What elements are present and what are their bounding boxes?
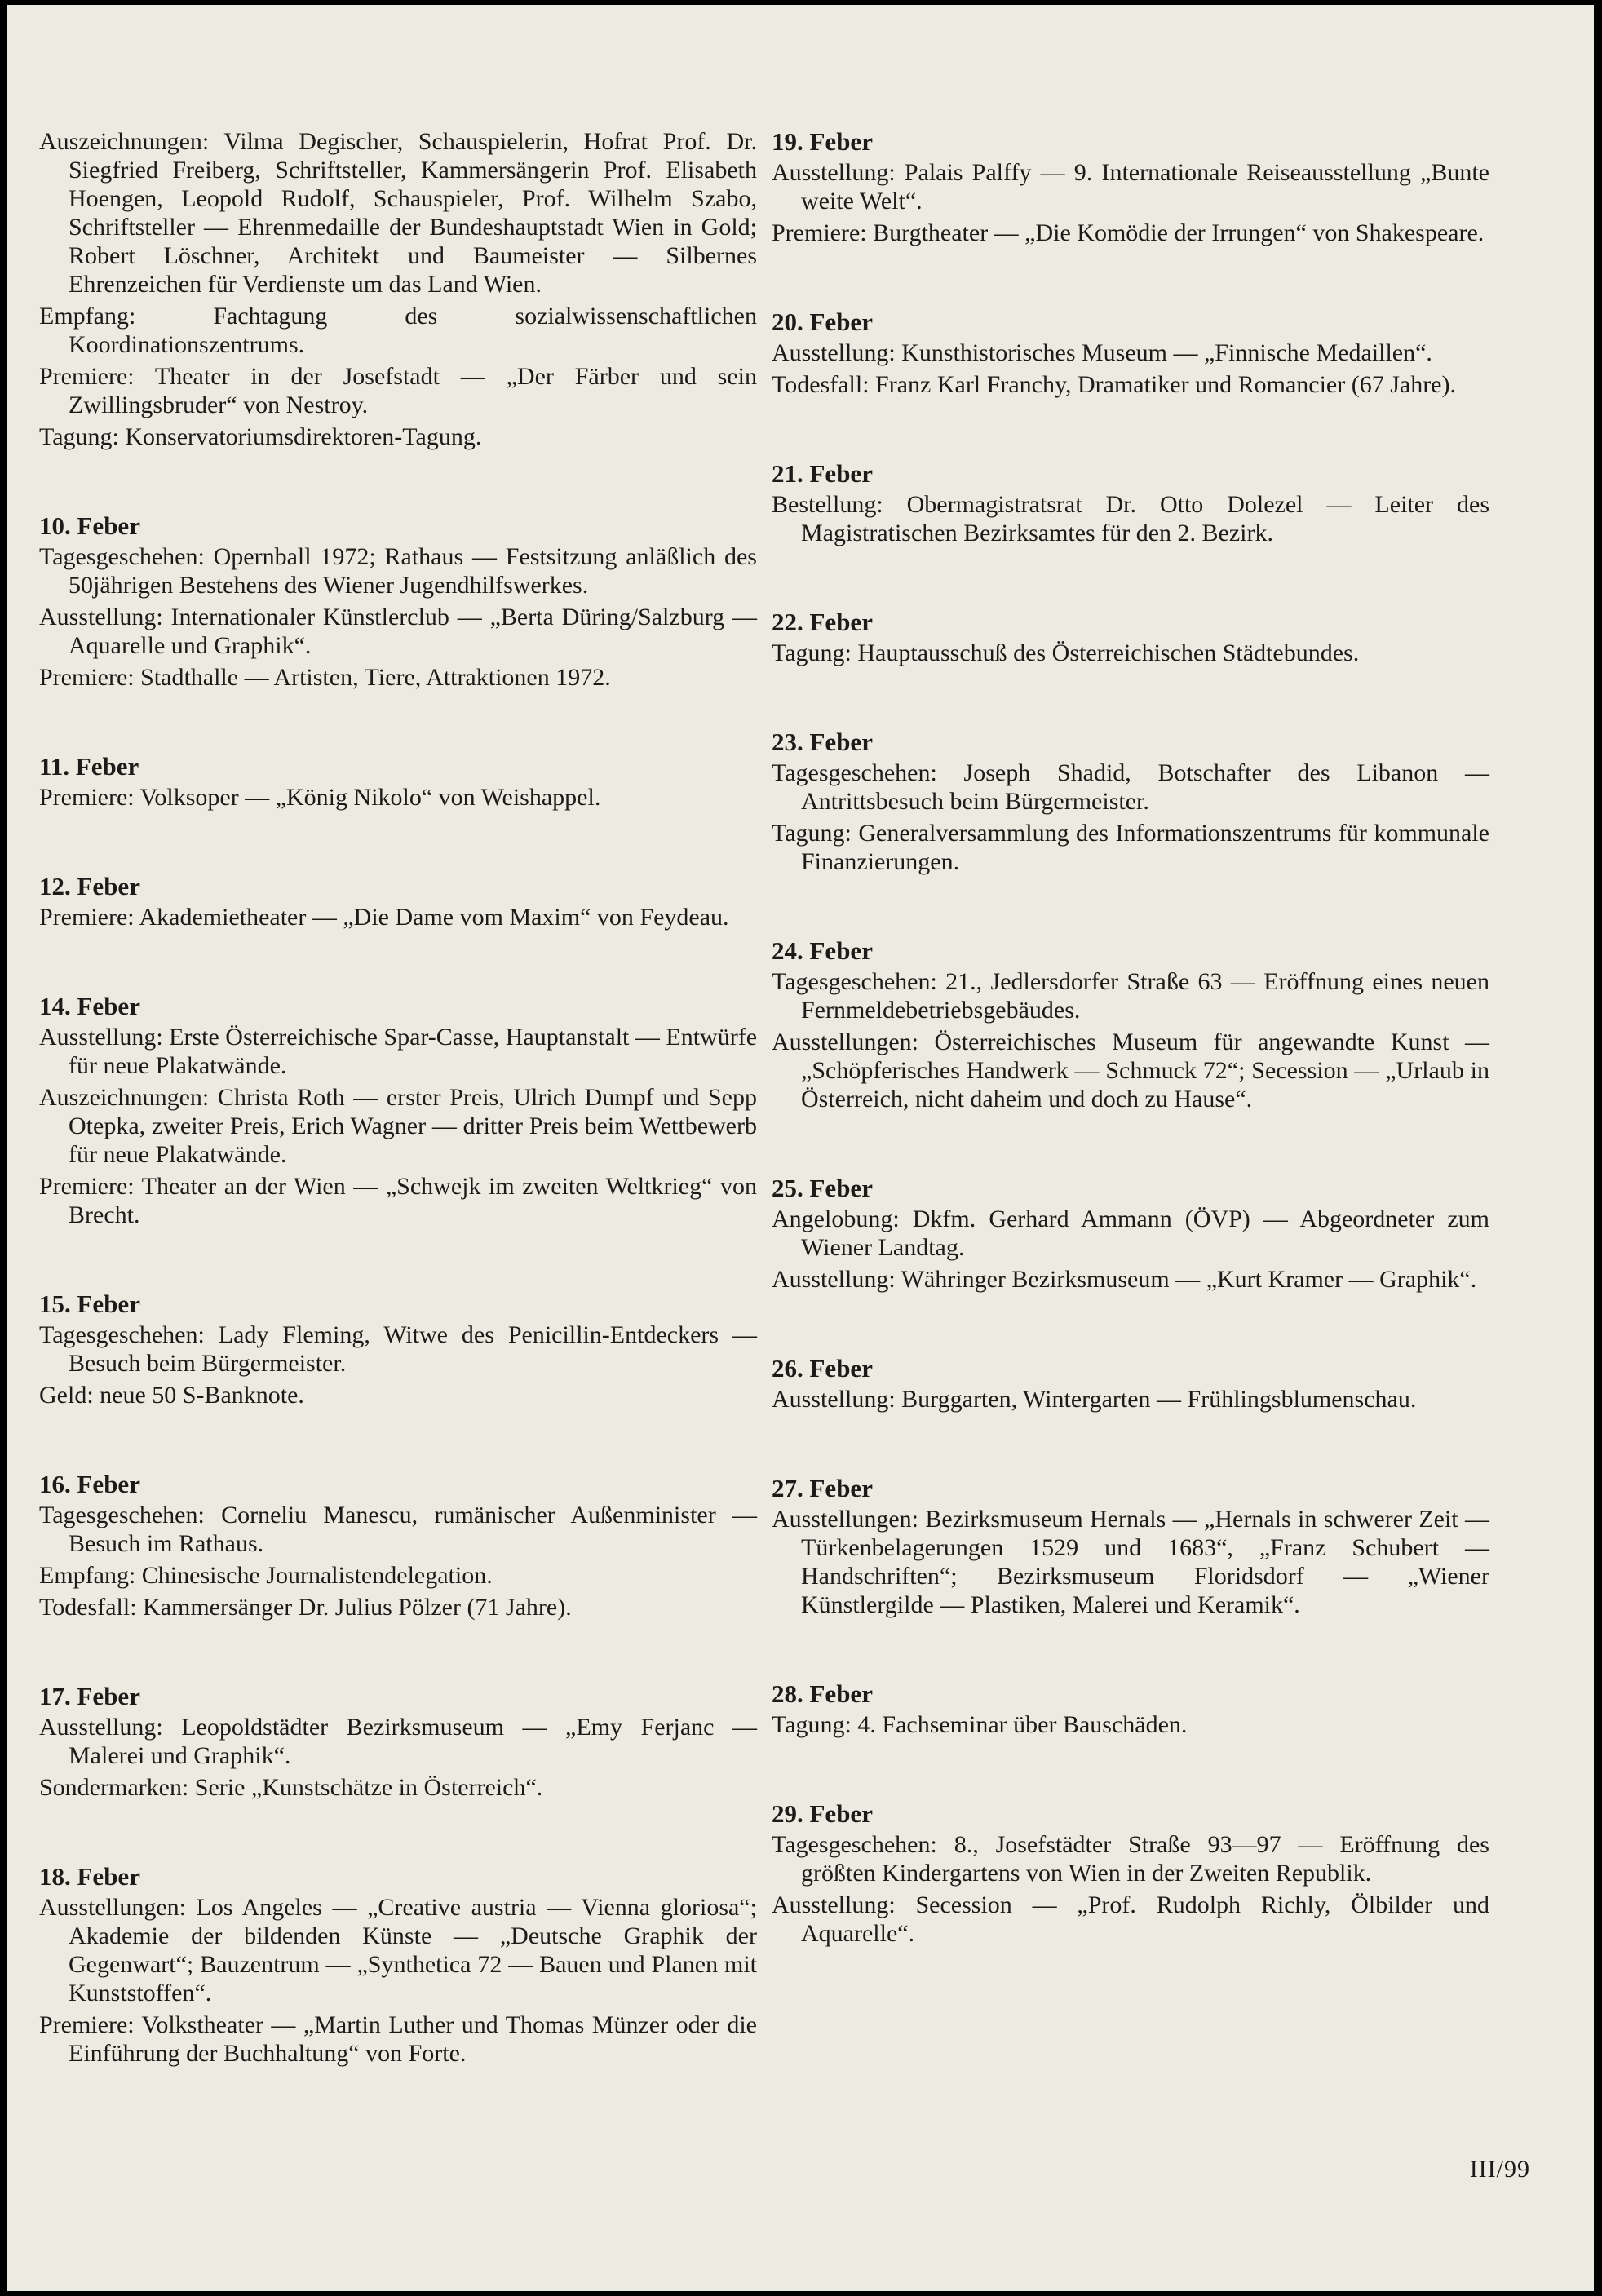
entry-text: Tagesgeschehen: Lady Fleming, Witwe des Penicillin-Entdeckers — Besuch beim Bürgermeister. [39, 1321, 757, 1377]
entry-text: Bestellung: Obermagistratsrat Dr. Otto Dolezel — Leiter des Magistratischen Bezirksamtes für den 2. Bezirk. [772, 491, 1489, 546]
day-date: 15. Feber [39, 1290, 140, 1318]
entry-text: Premiere: Akademietheater — „Die Dame vom Maxim“ von Feydeau. [39, 904, 729, 931]
day-entry [772, 1799, 1489, 1948]
entry-text: Auszeichnungen: Christa Roth — erster Preis, Ulrich Dumpf und Sepp Otepka, zweiter Preis, Erich Wagner — dritter Preis beim Wettbewerb für neue Plakatwände. [39, 1084, 757, 1168]
entry-text: Ausstellung: Leopoldstädter Bezirksmuseum — „Emy Ferjanc — Malerei und Graphik“. [39, 1714, 757, 1769]
day-entry [772, 608, 1489, 667]
day-entry [772, 307, 1489, 399]
intro-block [39, 127, 757, 451]
day-entry [772, 127, 1489, 247]
right-days [772, 127, 1489, 1948]
day-date: 24. Feber [772, 936, 873, 965]
day-entry [39, 872, 757, 931]
document-page [7, 5, 1594, 2291]
entry-text: Ausstellung: Secession — „Prof. Rudolph Richly, Ölbilder und Aquarelle“. [772, 1891, 1489, 1947]
entry-text: Ausstellungen: Bezirksmuseum Hernals — „Hernals in schwerer Zeit — Türkenbelagerungen 1529 und 1683“, „Franz Schubert — Handschriften“; Bezirksmuseum Floridsdorf — „Wiener Künstlergilde — Plastiken, Malerei und Keramik“. [772, 1506, 1489, 1618]
entry-text: Tagung: 4. Fachseminar über Bauschäden. [772, 1711, 1188, 1738]
entry-text: Premiere: Stadthalle — Artisten, Tiere, Attraktionen 1972. [39, 664, 611, 691]
entry-text: Ausstellungen: Los Angeles — „Creative austria — Vienna gloriosa“; Akademie der bildenden Künste — „Deutsche Graphik der Gegenwart“; Bauzentrum — „Synthetica 72 — Bauen und Planen mit Kunststoffen“. [39, 1894, 757, 2006]
entry-text: Premiere: Theater an der Wien — „Schwejk im zweiten Weltkrieg“ von Brecht. [39, 1173, 757, 1228]
entry-text: Ausstellung: Kunsthistorisches Museum — „Finnische Medaillen“. [772, 339, 1432, 366]
day-entry [39, 992, 757, 1229]
day-date: 26. Feber [772, 1354, 873, 1382]
entry-text: Todesfall: Franz Karl Franchy, Dramatiker und Romancier (67 Jahre). [772, 371, 1456, 398]
page-number: III/99 [1469, 2156, 1530, 2183]
entry-text: Tagesgeschehen: Joseph Shadid, Botschafter des Libanon — Antrittsbesuch beim Bürgermeister. [772, 759, 1489, 815]
day-entry [39, 1470, 757, 1621]
day-date: 23. Feber [772, 728, 873, 756]
entry-text: Ausstellungen: Österreichisches Museum für angewandte Kunst — „Schöpferisches Handwerk — Schmuck 72“; Secession — „Urlaub in Österreich, nicht daheim und doch zu Hause“. [772, 1029, 1489, 1113]
entry-text: Tagesgeschehen: 8., Josefstädter Straße 93—97 — Eröffnung des größten Kindergartens von Wien in der Zweiten Republik. [772, 1831, 1489, 1887]
day-entry [772, 1174, 1489, 1294]
entry-text: Ausstellung: Burggarten, Wintergarten — Frühlingsblumenschau. [772, 1386, 1417, 1413]
entry-text: Premiere: Burgtheater — „Die Komödie der Irrungen“ von Shakespeare. [772, 219, 1485, 246]
entry-text: Sondermarken: Serie „Kunstschätze in Österreich“. [39, 1774, 543, 1801]
day-entry [772, 728, 1489, 876]
day-date: 25. Feber [772, 1174, 873, 1202]
entry-text: Geld: neue 50 S-Banknote. [39, 1382, 304, 1409]
day-date: 27. Feber [772, 1474, 873, 1502]
day-entry [772, 1354, 1489, 1413]
entry-text: Angelobung: Dkfm. Gerhard Ammann (ÖVP) — Abgeordneter zum Wiener Landtag. [772, 1206, 1489, 1261]
day-date: 16. Feber [39, 1470, 140, 1498]
entry-text: Tagesgeschehen: 21., Jedlersdorfer Straße 63 — Eröffnung eines neuen Fernmeldebetriebsgebäudes. [772, 968, 1489, 1024]
entry-text: Premiere: Theater in der Josefstadt — „Der Färber und sein Zwillingsbruder“ von Nestroy. [39, 363, 757, 418]
entry-text: Ausstellung: Palais Palffy — 9. Internationale Reiseausstellung „Bunte weite Welt“. [772, 159, 1489, 215]
day-date: 21. Feber [772, 459, 873, 488]
day-date: 10. Feber [39, 511, 140, 540]
entry-text: Tagung: Generalversammlung des Informationszentrums für kommunale Finanzierungen. [772, 820, 1489, 875]
entry-text: Ausstellung: Währinger Bezirksmuseum — „Kurt Kramer — Graphik“. [772, 1266, 1477, 1293]
entry-text: Tagesgeschehen: Opernball 1972; Rathaus — Festsitzung anläßlich des 50jährigen Bestehens des Wiener Jugendhilfswerkes. [39, 543, 757, 599]
day-entry [39, 1862, 757, 2068]
entry-text: Empfang: Chinesische Journalistendelegation. [39, 1562, 493, 1589]
day-date: 12. Feber [39, 872, 140, 900]
entry-text: Tagung: Konservatoriumsdirektoren-Tagung. [39, 423, 482, 450]
day-date: 20. Feber [772, 307, 873, 336]
day-date: 14. Feber [39, 992, 140, 1020]
day-entry [772, 459, 1489, 547]
day-date: 11. Feber [39, 752, 139, 781]
right-column [772, 127, 1489, 2008]
entry-text: Premiere: Volksoper — „König Nikolo“ von Weishappel. [39, 784, 601, 811]
day-entry [39, 511, 757, 692]
day-date: 18. Feber [39, 1862, 140, 1891]
entry-text: Auszeichnungen: Vilma Degischer, Schauspielerin, Hofrat Prof. Dr. Siegfried Freiberg, Schriftsteller, Kammersängerin Prof. Elisabeth Hoengen, Leopold Rudolf, Schauspieler, Prof. Wilhelm Szabo, Schriftsteller — Ehrenmedaille der Bundeshauptstadt Wien in Gold; Robert Löschner, Architekt und Baumeister — Silbernes Ehrenzeichen für Verdienste um das Land Wien. [39, 128, 757, 298]
day-entry [39, 752, 757, 812]
entry-text: Empfang: Fachtagung des sozialwissenschaftlichen Koordinationszentrums. [39, 303, 757, 358]
day-date: 19. Feber [772, 127, 873, 156]
left-column [39, 127, 757, 2128]
day-date: 28. Feber [772, 1679, 873, 1708]
day-date: 22. Feber [772, 608, 873, 636]
entry-text: Ausstellung: Erste Österreichische Spar-Casse, Hauptanstalt — Entwürfe für neue Plakatwände. [39, 1024, 758, 1079]
day-entry [772, 1474, 1489, 1619]
entry-text: Premiere: Volkstheater — „Martin Luther und Thomas Münzer oder die Einführung der Buchhaltung“ von Forte. [39, 2011, 757, 2067]
day-entry [772, 1679, 1489, 1739]
entry-text: Ausstellung: Internationaler Künstlerclub — „Berta Düring/Salzburg — Aquarelle und Graphik“. [39, 604, 757, 659]
day-date: 29. Feber [772, 1799, 873, 1828]
entry-text: Todesfall: Kammersänger Dr. Julius Pölzer (71 Jahre). [39, 1594, 572, 1621]
left-days [39, 511, 757, 2068]
day-date: 17. Feber [39, 1682, 140, 1710]
day-entry [39, 1682, 757, 1802]
entry-text: Tagung: Hauptausschuß des Österreichischen Städtebundes. [772, 639, 1360, 666]
day-entry [39, 1290, 757, 1409]
entry-text: Tagesgeschehen: Corneliu Manescu, rumänischer Außenminister — Besuch im Rathaus. [39, 1502, 757, 1557]
day-entry [772, 936, 1489, 1113]
